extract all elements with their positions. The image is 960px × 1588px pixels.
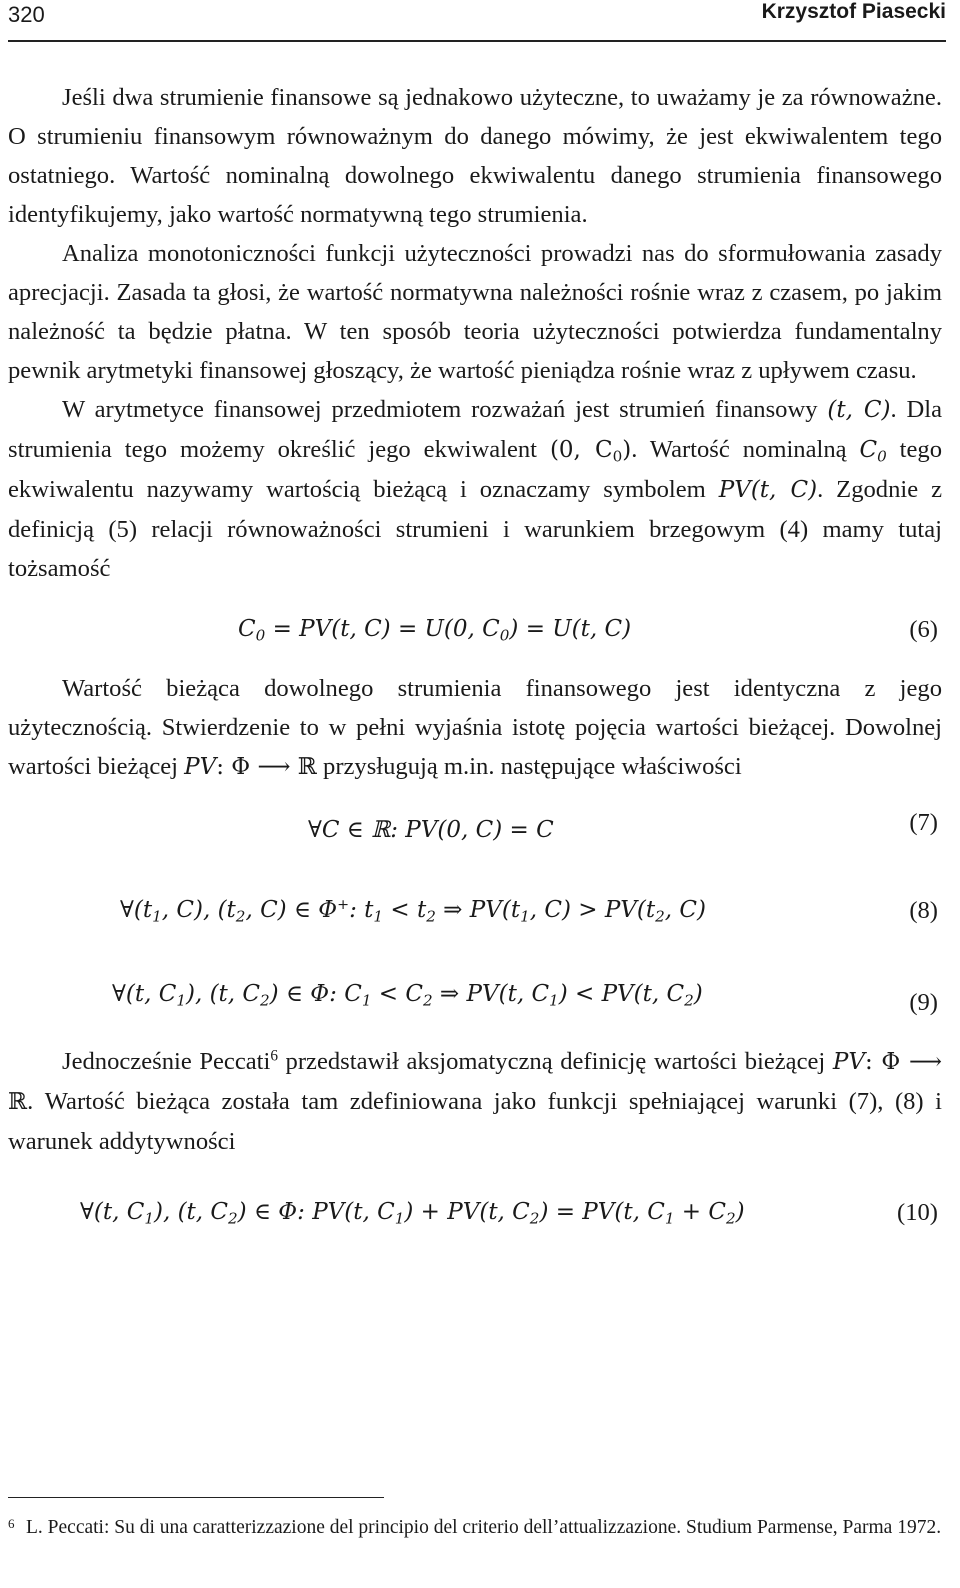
text-run: . Wartość nominalną <box>631 436 860 463</box>
footnote-reference[interactable]: 6 <box>270 1047 278 1065</box>
footnote-rule <box>8 1497 384 1498</box>
math-map: : Φ ⟶ ℝ <box>216 754 317 780</box>
equation-9-formula: ∀(t, $C_1$), (t, $C_2$) ∈ Φ: $C_1 < C_2$ ⇒ PV(t, $C_1) < PV(t$, $C_2$) <box>112 981 703 1010</box>
running-head-author: Krzysztof Piasecki <box>761 0 946 23</box>
equation-7-number: (7) <box>909 809 938 836</box>
equation-9 <box>8 975 942 1014</box>
equation-8 <box>8 891 942 930</box>
math-equivalent: (0, $C_0$) <box>549 437 632 466</box>
text-run: . Wartość bieżąca została tam zdefiniowana jako funkcji spełniającej warunki (7), (8) i warunek addytywności <box>8 1088 942 1155</box>
paragraph-1: Jeśli dwa strumienie finansowe są jednakowo użyteczne, to uważamy je za równoważne. O strumieniu finansowym równoważnym do danego mówimy, że jest ekwiwalentem tego ostatniego. Wartość nominalną dowolnego ekwiwalentu danego strumienia finansowego identyfikujemy, jako wartość normatywną tego strumienia. <box>8 84 942 228</box>
equation-6 <box>8 610 942 649</box>
footnote <box>8 1514 942 1541</box>
paragraph-5 <box>8 1042 942 1161</box>
math-pv: PV <box>832 1049 865 1075</box>
text-run: . Dla strumienia tego możemy określić jego ekwiwalent <box>8 396 942 463</box>
equation-10-number: (10) <box>897 1199 938 1226</box>
text-run: przysługują m.in. następujące właściwości <box>316 753 742 780</box>
body-text <box>8 78 942 1232</box>
equation-10-formula: ∀(t, $C_1$), (t, $C_2$) ∈ Φ: PV(t, $C_1) + PV(t$, $C_2) = PV(t$, $C_1 + C_2$) <box>80 1199 745 1228</box>
math-pv: PV(t, C) <box>718 477 818 503</box>
equation-6-number: (6) <box>909 616 938 643</box>
text-run: Jednocześnie Peccati <box>62 1048 271 1075</box>
page-number: 320 <box>8 2 45 27</box>
equation-10 <box>8 1193 942 1232</box>
math-pv-map: PV <box>184 754 217 780</box>
text-run: Wartość bieżąca dowolnego strumienia finansowego jest identyczna z jego użytecznością. Stwierdzenie to w pełni wyjaśnia istotę pojęcia wartości bieżącej. Dowolnej wartości bieżącej <box>8 675 942 780</box>
equation-6-formula: $C_0 = PV(t$, C) = U(0, $C_0) = U(t$, C) <box>238 616 632 645</box>
footnote-text: L. Peccati: Su di una caratterizzazione del principio del criterio dell’attualizzazione. Studium Parmense, Parma 1972. <box>26 1517 942 1538</box>
text-run: tego ekwiwalentu nazywamy wartością bieżącą i oznaczamy symbolem <box>8 436 943 503</box>
equation-9-number: (9) <box>909 989 938 1016</box>
equation-7 <box>8 811 942 850</box>
equation-8-formula: $\forall(t_1$, C), ($t_2$, C) ∈ Φ+: $t_1 < t_2$ ⇒ $PV(t_1$, $C) > PV(t_2$, C) <box>120 897 706 926</box>
paragraph-2: Analiza monotoniczności funkcji użyteczności prowadzi nas do sformułowania zasady aprecjacji. Zasada ta głosi, że wartość normatywna należności rośnie wraz z czasem, po jakim należność ta będzie płatna. W ten sposób teoria użyteczności potwierdza fundamentalny pewnik arytmetyki finansowej głoszący, że wartość pieniądza rośnie wraz z upływem czasu. <box>8 240 942 384</box>
math-stream: (t, C) <box>827 397 891 423</box>
math-c0: $C_0$ <box>859 437 887 466</box>
text-run: . Zgodnie z definicją (5) relacji równoważności strumieni i warunkiem brzegowym (4) mamy tutaj tożsamość <box>8 476 943 582</box>
text-run: W arytmetyce finansowej przedmiotem rozważań jest strumień finansowy <box>62 396 828 423</box>
footnote-mark: 6 <box>8 1516 15 1531</box>
text-run: przedstawił aksjomatyczną definicję wartości bieżącej <box>277 1048 833 1075</box>
header-rule <box>8 40 946 42</box>
paragraph-3 <box>8 390 942 588</box>
equation-7-formula: ∀C ∈ ℝ: PV(0, C) = C <box>308 817 554 843</box>
paragraph-4 <box>8 669 942 787</box>
page-header <box>8 0 946 42</box>
equation-8-number: (8) <box>909 897 938 924</box>
math-map: : Φ ⟶ ℝ <box>8 1049 943 1115</box>
